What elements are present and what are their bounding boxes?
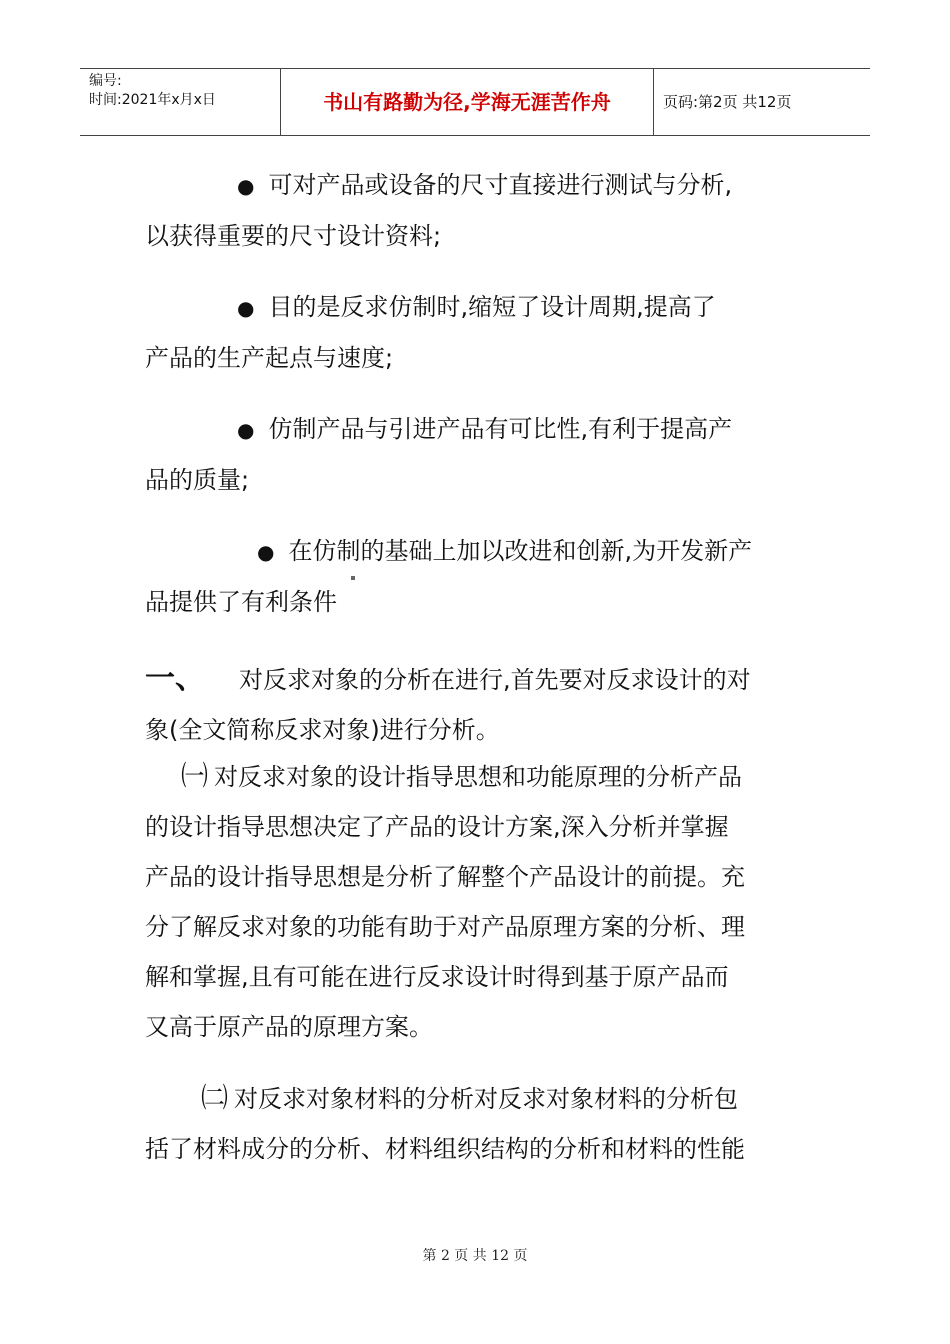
section-heading	[145, 654, 805, 755]
subsection-number: ㈠	[181, 761, 208, 792]
section-line1: 对反求对象的分析在进行,首先要对反求设计的对	[239, 666, 751, 694]
bullet-item	[145, 526, 805, 627]
bullet-text-line1: 在仿制的基础上加以改进和创新,为开发新产	[288, 537, 753, 565]
subsection-number: ㈡	[201, 1083, 228, 1114]
bullet-text-line1: 可对产品或设备的尺寸直接进行测试与分析,	[268, 171, 733, 199]
bullet-item	[145, 282, 805, 383]
bullet-marker: ●	[237, 174, 255, 198]
number-label: 编号:	[89, 73, 122, 89]
section-number: 一、	[145, 661, 205, 696]
subsection-2	[145, 1074, 805, 1174]
subsection-line: 产品的设计指导思想是分析了解整个产品设计的前提。充	[145, 863, 745, 891]
bullet-item	[145, 160, 805, 261]
subsection-line: 的设计指导思想决定了产品的设计方案,深入分析并掌握	[145, 813, 729, 841]
subsection-line: 对反求对象材料的分析对反求对象材料的分析包	[234, 1085, 738, 1113]
header-page-info: 页码:第2页 共12页	[663, 93, 792, 111]
bullet-marker: ●	[237, 296, 255, 320]
bullet-text-line2: 品提供了有利条件	[145, 588, 337, 616]
small-dot-mark	[351, 576, 355, 580]
bullet-text-line1: 目的是反求仿制时,缩短了设计周期,提高了	[268, 293, 716, 321]
page-footer: 第 2 页 共 12 页	[422, 1248, 528, 1264]
bullet-text-line2: 品的质量;	[145, 466, 250, 494]
subsection-line: 又高于原产品的原理方案。	[145, 1013, 433, 1041]
time-label: 时间:2021年x月x日	[89, 92, 216, 108]
header-meta-cell	[80, 69, 281, 135]
header-motto: 书山有路勤为径,学海无涯苦作舟	[281, 69, 654, 135]
subsection-line: 解和掌握,且有可能在进行反求设计时得到基于原产品而	[145, 963, 729, 991]
section-line2: 象(全文简称反求对象)进行分析。	[145, 716, 500, 744]
bullet-text-line1: 仿制产品与引进产品有可比性,有利于提高产	[268, 415, 733, 443]
bullet-marker: ●	[257, 540, 275, 564]
bullet-marker: ●	[237, 418, 255, 442]
subsection-line: 对反求对象的设计指导思想和功能原理的分析产品	[214, 763, 742, 791]
bullet-text-line2: 以获得重要的尺寸设计资料;	[145, 222, 442, 250]
subsection-line: 分了解反求对象的功能有助于对产品原理方案的分析、理	[145, 913, 745, 941]
bullet-item	[145, 404, 805, 505]
page-header	[80, 68, 870, 136]
subsection-1	[145, 752, 805, 1052]
subsection-line: 括了材料成分的分析、材料组织结构的分析和材料的性能	[145, 1135, 745, 1163]
bullet-text-line2: 产品的生产起点与速度;	[145, 344, 394, 372]
